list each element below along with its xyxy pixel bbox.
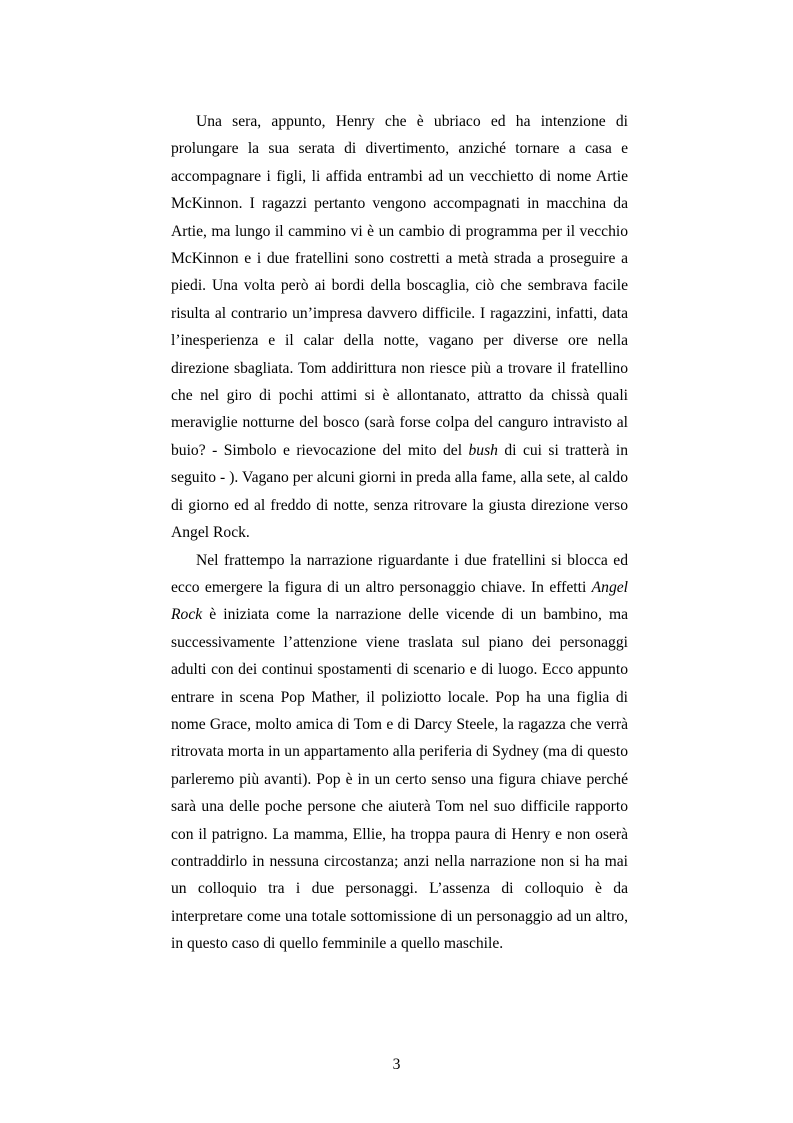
paragraph-2-text-end: è iniziata come la narrazione delle vicende di un bambino, ma successivamente l’attenzione viene traslata sul piano dei personaggi adulti con dei continui spostamenti di scenario e di luogo. Ecco appunto entrare in scena Pop Mather, il poliziotto locale. Pop ha una figlia di nome Grace, molto amica di Tom e di Darcy Steele, la ragazza che verrà ritrovata morta in un appartamento alla periferia di Sydney (ma di questo parleremo più avanti). Pop è in un certo senso una figura chiave perché sarà una delle poche persone che aiuterà Tom nel suo difficile rapporto con il patrigno. La mamma, Ellie, ha troppa paura di Henry e non oserà contraddirlo in nessuna circostanza; anzi nella narrazione non si ha mai un colloquio tra i due personaggi. L’assenza di colloquio è da interpretare come una totale sottomissione di un personaggio ad un altro, in questo caso di quello femminile a quello maschile.	[171, 606, 628, 953]
paragraph-1-text: Una sera, appunto, Henry che è ubriaco ed ha intenzione di prolungare la sua serata di divertimento, anziché tornare a casa e accompagnare i figli, li affida entrambi ad un vecchietto di nome Artie McKinnon. I ragazzi pertanto vengono accompagnati in macchina da Artie, ma lungo il cammino vi è un cambio di programma per il vecchio McKinnon e i due fratellini sono costretti a metà strada a proseguire a piedi. Una volta però ai bordi della boscaglia, ciò che sembrava facile risulta al contrario un’impresa davvero difficile. I ragazzini, infatti, data l’inesperienza e il calar della notte, vagano per diverse ore nella direzione sbagliata. Tom addirittura non riesce più a trovare il fratellino che nel giro di pochi attimi si è allontanato, attratto da chissà quali meraviglie notturne del bosco (sarà forse colpa del canguro intravisto al buio? - Simbolo e rievocazione del mito del	[171, 113, 628, 459]
paragraph-2-text: Nel frattempo la narrazione riguardante i due fratellini si blocca ed ecco emergere la figura di un altro personaggio chiave. In effetti	[171, 551, 628, 596]
paragraph-1	[171, 108, 628, 547]
paragraph-1-italic-bush: bush	[468, 441, 498, 459]
paragraph-2-italic-title: Angel Rock	[171, 578, 628, 624]
page-number: 3	[392, 1056, 401, 1073]
paragraph-2	[171, 547, 628, 958]
paragraph-1-text-end: di cui si tratterà in seguito - ). Vagano per alcuni giorni in preda alla fame, alla sete, al caldo di giorno ed al freddo di notte, senza ritrovare la giusta direzione verso Angel Rock.	[171, 441, 628, 542]
body-text	[171, 108, 628, 958]
